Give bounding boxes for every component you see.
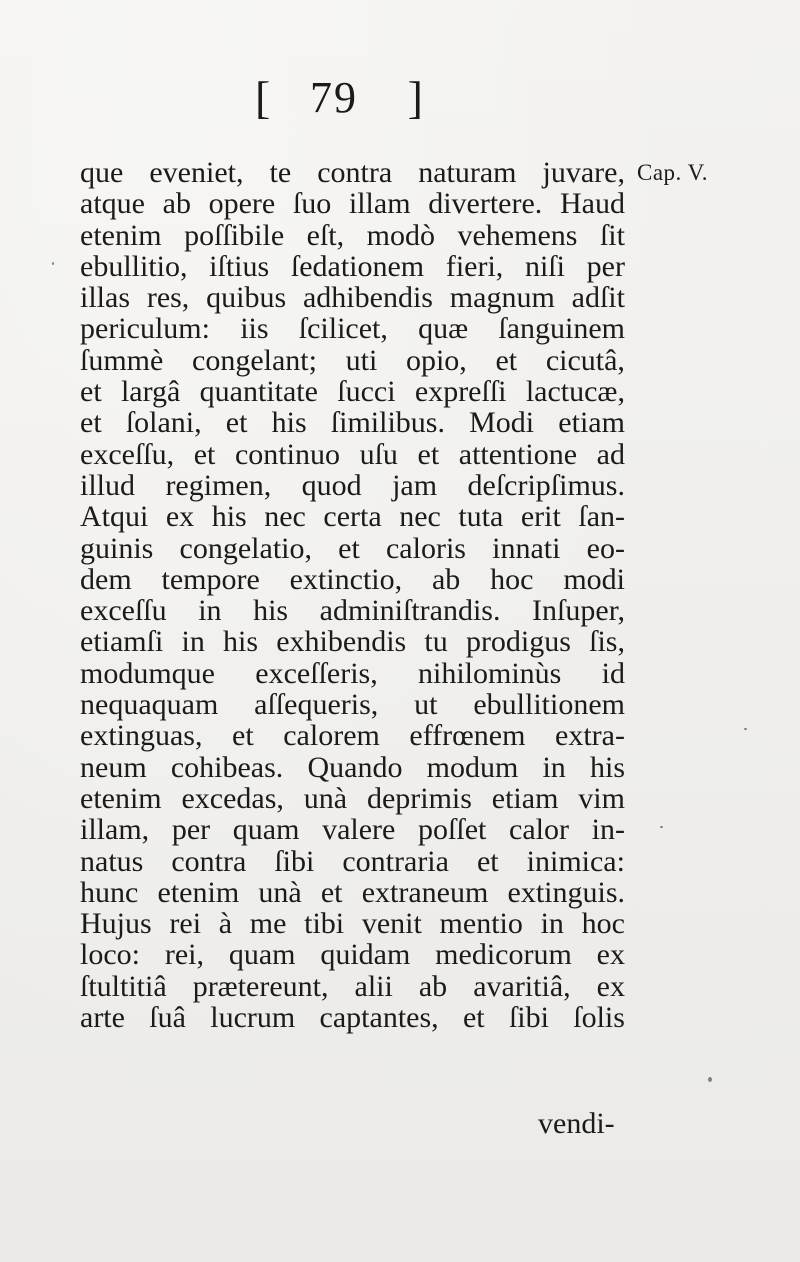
word: in bbox=[542, 750, 566, 784]
word: que bbox=[80, 156, 124, 189]
word: lactucæ, bbox=[525, 375, 625, 409]
word: per bbox=[171, 813, 211, 847]
word: expreſſi bbox=[414, 375, 507, 409]
word: regimen, bbox=[165, 468, 272, 502]
word: congelatio, bbox=[179, 531, 312, 565]
word: ſibi bbox=[508, 1001, 549, 1035]
word: ſibi bbox=[274, 844, 315, 878]
word: ſanguinem bbox=[498, 312, 625, 346]
word: iis bbox=[240, 312, 269, 346]
word: et bbox=[462, 1001, 485, 1035]
word: et bbox=[80, 375, 102, 409]
ink-speck bbox=[660, 826, 663, 828]
word: effrœnem bbox=[409, 719, 526, 753]
word: exhibendis bbox=[276, 625, 407, 659]
word: id bbox=[601, 656, 625, 690]
word: ſedationem bbox=[290, 249, 425, 283]
word: neum bbox=[80, 750, 147, 784]
word: ſcilicet, bbox=[298, 312, 388, 346]
word: ex bbox=[165, 500, 195, 534]
word: avaritiâ, bbox=[473, 969, 571, 1003]
word: arte bbox=[80, 1001, 125, 1035]
word: magnum bbox=[449, 281, 555, 315]
ink-speck bbox=[744, 728, 747, 730]
word: erit bbox=[520, 500, 561, 534]
word: quod bbox=[301, 468, 362, 502]
text-line bbox=[80, 376, 625, 407]
word: inimica: bbox=[526, 844, 625, 878]
word: poſſet bbox=[418, 813, 487, 847]
word: res, bbox=[146, 281, 190, 315]
word: aſſequeris, bbox=[254, 688, 379, 722]
word: jam bbox=[392, 468, 438, 502]
text-line bbox=[80, 846, 625, 877]
text-line bbox=[80, 908, 625, 939]
word: in bbox=[540, 907, 564, 941]
word: calor bbox=[509, 813, 569, 847]
word: et bbox=[417, 437, 440, 471]
word: continuo bbox=[234, 437, 340, 471]
word: illud bbox=[80, 468, 136, 502]
word: cohibeas. bbox=[170, 750, 284, 784]
page-number-header bbox=[255, 68, 425, 128]
word: exceſſu, bbox=[80, 437, 175, 471]
word: calorem bbox=[283, 719, 380, 753]
word: et bbox=[80, 406, 102, 440]
word: ut bbox=[414, 688, 438, 722]
bracket-open: [ bbox=[255, 72, 273, 123]
word: modumque bbox=[80, 656, 215, 690]
word: vim bbox=[578, 781, 625, 815]
word: extinctio, bbox=[289, 562, 403, 596]
word: et bbox=[232, 719, 254, 753]
body-text bbox=[80, 157, 625, 1033]
word: tu bbox=[424, 625, 448, 659]
word: certa bbox=[323, 500, 382, 534]
word: illam, bbox=[80, 813, 150, 847]
word: extinguas, bbox=[80, 719, 203, 753]
word: ab bbox=[162, 187, 191, 221]
word: etiam bbox=[491, 781, 559, 815]
word: contra bbox=[317, 156, 393, 189]
word: ad bbox=[596, 437, 625, 471]
word: nec bbox=[264, 500, 306, 534]
text-line bbox=[80, 157, 625, 188]
word: exceſſeris, bbox=[255, 656, 378, 690]
word: ebullitionem bbox=[473, 688, 625, 722]
word: adhibendis bbox=[302, 281, 433, 315]
word: ſucci bbox=[337, 375, 396, 409]
word: etiam bbox=[558, 406, 625, 440]
word: medicorum bbox=[435, 938, 572, 972]
word: niſi bbox=[524, 249, 565, 283]
text-line bbox=[80, 345, 625, 376]
word: unà bbox=[303, 781, 348, 815]
text-line bbox=[80, 752, 625, 783]
text-line bbox=[80, 220, 625, 251]
word: extraneum bbox=[361, 875, 489, 909]
word: lucrum bbox=[210, 1001, 296, 1035]
ink-speck bbox=[52, 262, 54, 265]
word: ſis, bbox=[589, 625, 625, 659]
word: quam bbox=[232, 813, 300, 847]
word: rei bbox=[169, 907, 202, 941]
text-line bbox=[80, 939, 625, 970]
word: eſt, bbox=[306, 218, 345, 252]
word: modum bbox=[426, 750, 519, 784]
text-line bbox=[80, 626, 625, 657]
word: ſuâ bbox=[149, 1001, 186, 1035]
word: ſit bbox=[599, 218, 625, 252]
word: etenim bbox=[80, 218, 162, 252]
word: tempore bbox=[161, 562, 260, 596]
word: unà bbox=[258, 875, 302, 909]
word: etenim bbox=[80, 781, 162, 815]
word: rei, bbox=[164, 938, 204, 972]
word: à bbox=[218, 907, 233, 941]
word: extinguis. bbox=[507, 875, 625, 909]
word: et bbox=[338, 531, 360, 565]
text-line bbox=[80, 313, 625, 344]
word: tuta bbox=[458, 500, 504, 534]
page-number: 79 bbox=[310, 73, 358, 122]
text-line bbox=[80, 188, 625, 219]
word: ex bbox=[596, 938, 625, 972]
text-line bbox=[80, 501, 625, 532]
word: per bbox=[586, 249, 625, 283]
text-line bbox=[80, 877, 625, 908]
word: prodigus bbox=[465, 625, 571, 659]
word: ſan- bbox=[578, 500, 625, 534]
word: in bbox=[198, 594, 222, 628]
word: juvare, bbox=[542, 156, 625, 189]
word: uſu bbox=[359, 437, 398, 471]
text-line bbox=[80, 470, 625, 501]
text-line bbox=[80, 251, 625, 282]
word: his bbox=[271, 406, 307, 440]
word: etiamſi bbox=[80, 625, 164, 659]
word: loco: bbox=[80, 938, 140, 972]
word: adſit bbox=[571, 281, 625, 315]
word: quam bbox=[228, 938, 296, 972]
word: eveniet, bbox=[149, 156, 244, 189]
text-line bbox=[80, 564, 625, 595]
word: et bbox=[495, 343, 518, 377]
word: hunc bbox=[80, 875, 139, 909]
word: Modi bbox=[469, 406, 535, 440]
word: attentione bbox=[458, 437, 578, 471]
word: captantes, bbox=[319, 1001, 439, 1035]
word: ſuo bbox=[292, 187, 332, 221]
word: poſſibile bbox=[184, 218, 285, 252]
word: valere bbox=[322, 813, 396, 847]
word: congelant; bbox=[192, 343, 317, 377]
text-line bbox=[80, 971, 625, 1002]
word: illam bbox=[348, 187, 411, 221]
word: me bbox=[249, 907, 287, 941]
word: ſimilibus. bbox=[330, 406, 445, 440]
word: fieri, bbox=[445, 249, 504, 283]
catchword: vendi- bbox=[538, 1107, 615, 1140]
word: natus bbox=[80, 844, 144, 878]
word: contra bbox=[171, 844, 247, 878]
word: etenim bbox=[157, 875, 240, 909]
text-line bbox=[80, 689, 625, 720]
word: modi bbox=[563, 562, 625, 596]
word: divertere. bbox=[428, 187, 543, 221]
word: iſtius bbox=[209, 249, 270, 283]
word: mentio bbox=[439, 907, 523, 941]
word: ſolis bbox=[573, 1001, 625, 1035]
word: nequaquam bbox=[80, 688, 219, 722]
word: quibus bbox=[206, 281, 287, 315]
word: guinis bbox=[80, 531, 154, 565]
word: et bbox=[476, 844, 499, 878]
text-line bbox=[80, 407, 625, 438]
word: his bbox=[223, 625, 259, 659]
word: et bbox=[320, 875, 343, 909]
text-line bbox=[80, 1002, 625, 1033]
word: quidam bbox=[320, 938, 411, 972]
word: in- bbox=[591, 813, 625, 847]
text-line bbox=[80, 814, 625, 845]
word: Inſuper, bbox=[532, 594, 625, 628]
word: innati bbox=[492, 531, 561, 565]
word: prætereunt, bbox=[192, 969, 329, 1003]
text-line bbox=[80, 658, 625, 689]
word: contraria bbox=[342, 844, 449, 878]
word: ex bbox=[596, 969, 625, 1003]
word: hoc bbox=[490, 562, 534, 596]
word: quæ bbox=[418, 312, 469, 346]
word: venit bbox=[361, 907, 422, 941]
text-line bbox=[80, 282, 625, 313]
word: eo- bbox=[586, 531, 625, 565]
word: Atqui bbox=[80, 500, 149, 534]
word: deprimis bbox=[366, 781, 472, 815]
word: largâ bbox=[120, 375, 181, 409]
word: deſcripſimus. bbox=[467, 468, 625, 502]
word: dem bbox=[80, 562, 132, 596]
word: nec bbox=[399, 500, 441, 534]
text-line bbox=[80, 595, 625, 626]
word: Hujus bbox=[80, 907, 152, 941]
word: modò bbox=[366, 218, 435, 252]
word: hoc bbox=[581, 907, 625, 941]
word: extra- bbox=[555, 719, 625, 753]
word: ſolani, bbox=[125, 406, 202, 440]
word: ab bbox=[431, 562, 461, 596]
chapter-margin-note: Cap. V. bbox=[637, 160, 709, 185]
ink-speck bbox=[708, 1077, 712, 1082]
word: nihilominùs bbox=[418, 656, 562, 690]
word: his bbox=[589, 750, 625, 784]
word: cicutâ, bbox=[545, 343, 625, 377]
word: illas bbox=[80, 281, 130, 315]
word: ebullitio, bbox=[80, 249, 188, 283]
word: periculum: bbox=[80, 312, 210, 346]
word: naturam bbox=[418, 156, 517, 189]
word: et bbox=[225, 406, 248, 440]
bracket-close: ] bbox=[407, 72, 425, 123]
word: caloris bbox=[385, 531, 466, 565]
word: alii bbox=[354, 969, 393, 1003]
word: his bbox=[253, 594, 289, 628]
word: adminiſtrandis. bbox=[319, 594, 501, 628]
word: his bbox=[211, 500, 247, 534]
word: vehemens bbox=[457, 218, 578, 252]
word: quantitate bbox=[199, 375, 318, 409]
text-line bbox=[80, 439, 625, 470]
word: ab bbox=[418, 969, 448, 1003]
word: exceſſu bbox=[80, 594, 167, 628]
word: in bbox=[181, 625, 205, 659]
word: opere bbox=[208, 187, 276, 221]
word: ſtultitiâ bbox=[80, 969, 167, 1003]
word: tibi bbox=[304, 907, 345, 941]
word: excedas, bbox=[181, 781, 284, 815]
text-line bbox=[80, 720, 625, 751]
word: uti bbox=[345, 343, 378, 377]
word: ſummè bbox=[80, 343, 164, 377]
word: Quando bbox=[307, 750, 403, 784]
word: et bbox=[193, 437, 216, 471]
word: atque bbox=[80, 187, 145, 221]
word: te bbox=[269, 156, 292, 189]
word: Haud bbox=[559, 187, 625, 221]
text-line bbox=[80, 783, 625, 814]
text-line bbox=[80, 533, 625, 564]
word: opio, bbox=[405, 343, 467, 377]
